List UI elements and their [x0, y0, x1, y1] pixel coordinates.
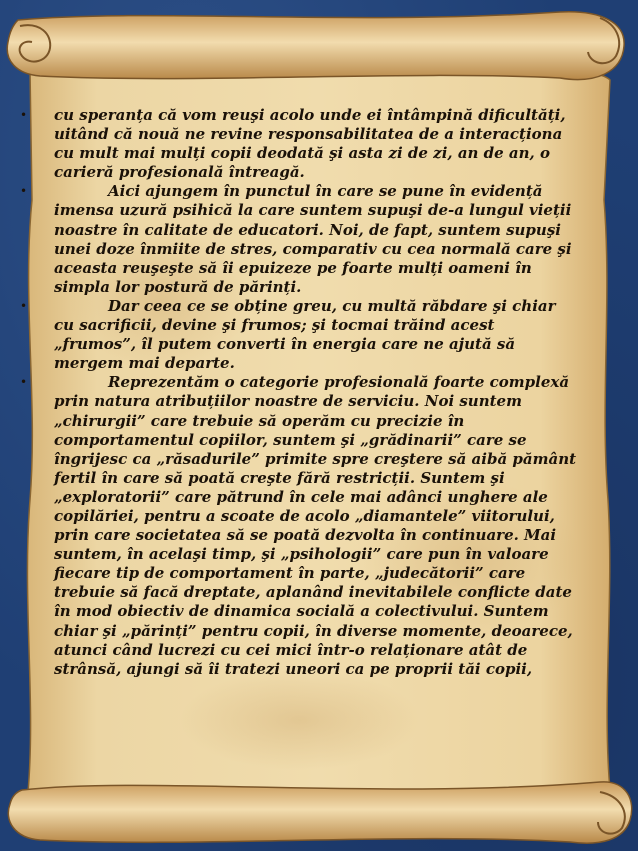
top-scroll-roll [7, 12, 624, 80]
bullet-paragraph [20, 182, 580, 297]
bullet-icon: • [20, 375, 28, 390]
paragraph-text: Dar ceea ce se obține greu, cu multă răbdare şi chiar cu sacrificii, devine şi frumos; şi tocmai trăind acest „frumos”, îl putem converti în energia care ne ajută să mergem mai departe. [54, 296, 556, 373]
document-text [20, 106, 580, 679]
paragraph-text: Reprezentăm o categorie profesională foarte complexă prin natura atribuțiilor noastre de serviciu. Noi suntem „chirurgii” care trebuie să operăm cu precizie în comportamentul copiilor, suntem şi „grădinarii” care se îngrijesc ca „răsadurile” primite spre creştere să aibă pământ fertil în care să poată creşte fără restricții. Suntem şi „exploratorii” care pătrund în cele mai adânci unghere ale copilăriei, pentru a scoate de acolo „diamantele” viitorului, prin care societatea să se poată dezvolta în continuare. Mai suntem, în acelaşi timp, şi „psihologii” care pun în valoare fiecare tip de comportament în parte, „judecătorii” care trebuie să facă dreptate, aplanând inevitabilele conflicte date în mod obiectiv de dinamica socială a colectivului. Suntem chiar şi „părinți” pentru copii, în diverse momente, deoarece, atunci când lucrezi cu cei mici într-o relaționare atât de strânsă, ajungi să îi tratezi uneori ca pe proprii tăi copii, [54, 373, 577, 678]
parchment-stain [180, 670, 420, 770]
paragraph-text: Aici ajungem în punctul în care se pune în evidență imensa uzură psihică la care suntem supuşi de-a lungul vieții noastre în calitate de educatori. Noi, de fapt, suntem supuşi unei doze înmiite de stres, comparativ cu cea normală care şi aceasta reuşeşte să îi epuizeze pe foarte mulți oameni în simpla lor postură de părinți. [54, 182, 572, 296]
bullet-icon: • [20, 108, 28, 122]
bullet-icon: • [20, 184, 28, 199]
paragraph-text: cu speranța că vom reuşi acolo unde ei întâmpină dificultăți, uitând că nouă ne revine responsabilitatea de a interacționa cu mult mai mulți copii deodată şi asta zi de zi, an de an, o carieră profesională întreagă. [54, 106, 566, 182]
bullet-paragraph [20, 106, 580, 182]
bullet-paragraph [20, 373, 580, 679]
bullet-icon: • [20, 298, 28, 313]
bottom-scroll-roll [8, 782, 631, 843]
bullet-paragraph [20, 297, 580, 373]
